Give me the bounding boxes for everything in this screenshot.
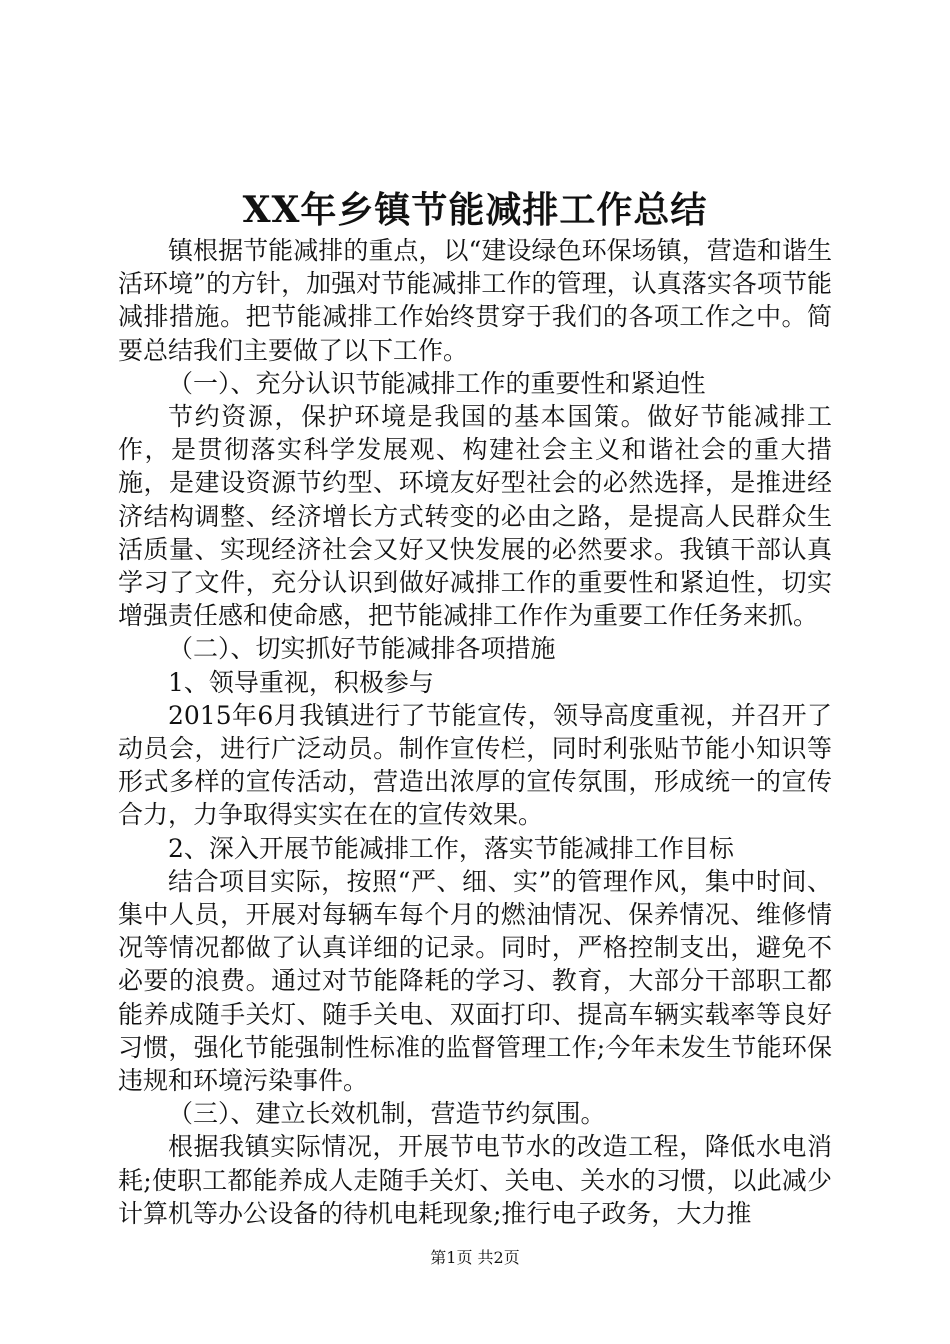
document-title: XX年乡镇节能减排工作总结 (242, 189, 708, 231)
section-heading-2: （二）、切实抓好节能减排各项措施 (168, 634, 556, 664)
subsection-2-1-paragraph: 2015年6月我镇进行了节能宣传，领导高度重视，并召开了动员会，进行广泛动员。制作宣传栏，同时利张贴节能小知识等形式多样的宣传活动，营造出浓厚的宣传氛围，形成统一的宣传合力，力争取得实实在在的宣传效果。 (118, 700, 832, 830)
section-3-paragraph: 根据我镇实际情况，开展节电节水的改造工程，降低水电消耗;使职工都能养成人走随手关灯、关电、关水的习惯，以此减少计算机等办公设备的待机电耗现象;推行电子政务，大力推 (118, 1132, 832, 1228)
document-body (118, 234, 832, 1230)
intro-paragraph: 镇根据节能减排的重点，以“建设绿色环保场镇，营造和谐生活环境”的方针，加强对节能减排工作的管理，认真落实各项节能减排措施。把节能减排工作始终贯穿于我们的各项工作之中。简要总结我们主要做了以下工作。 (118, 236, 832, 365)
page-footer: 第1页 共2页 (430, 1248, 520, 1267)
section-1-paragraph: 节约资源，保护环境是我国的基本国策。做好节能减排工作，是贯彻落实科学发展观、构建社会主义和谐社会的重大措施，是建设资源节约型、环境友好型社会的必然选择，是推进经济结构调整、经济增长方式转变的必由之路，是提高人民群众生活质量、实现经济社会又好又快发展的必然要求。我镇干部认真学习了文件，充分认识到做好减排工作的重要性和紧迫性，切实增强责任感和使命感，把节能减排工作作为重要工作任务来抓。 (118, 402, 832, 631)
subheading-2-1: 1、领导重视，积极参与 (168, 667, 434, 697)
subheading-2-2: 2、深入开展节能减排工作，落实节能减排工作目标 (168, 833, 734, 863)
section-heading-1: （一）、充分认识节能减排工作的重要性和紧迫性 (168, 368, 706, 398)
subsection-2-2-paragraph: 结合项目实际，按照“严、细、实”的管理作风，集中时间、集中人员，开展对每辆车每个月的燃油情况、保养情况、维修情况等情况都做了认真详细的记录。同时，严格控制支出，避免不必要的浪费。通过对节能降耗的学习、教育，大部分干部职工都能养成随手关灯、随手关电、双面打印、提高车辆实载率等良好习惯，强化节能强制性标准的监督管理工作;今年未发生节能环保违规和环境污染事件。 (118, 866, 832, 1096)
section-heading-3: （三）、建立长效机制，营造节约氛围。 (168, 1099, 606, 1129)
